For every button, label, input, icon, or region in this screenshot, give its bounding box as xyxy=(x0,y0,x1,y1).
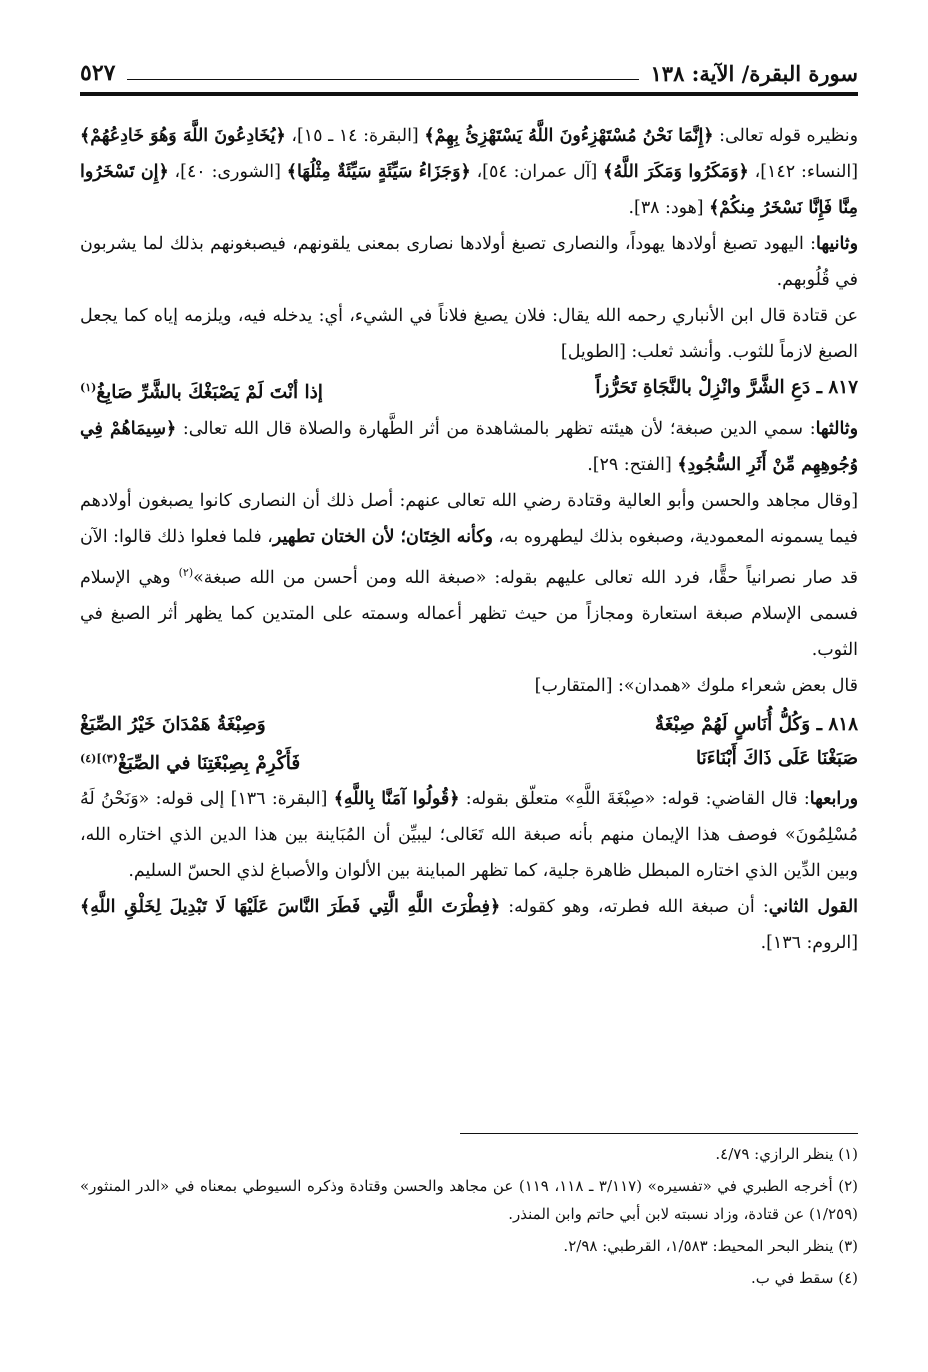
text-run: [هود: ٣٨]. xyxy=(628,198,710,218)
bold-lead: ورابعها xyxy=(809,789,858,810)
footnote-separator xyxy=(460,1133,858,1134)
verse-818-line-2 xyxy=(80,742,858,781)
text-run: عن قتادة قال ابن الأنباري رحمه الله يقال: فلان يصبغ فلاناً في الشيء، أي: يدخله فيه، ويلزمه إياه كما يجعل الصبغ لازماً للثوب. وأنشد ثعلب: [الطويل] xyxy=(80,306,858,362)
verse-818-line-1 xyxy=(80,708,858,742)
quran-quote: ﴿وَمَكَرُوا وَمَكَرَ اللَّهُ﴾ xyxy=(603,162,749,182)
verse-817-second-text: إذا أنْتَ لَمْ يَصْبَغْكَ بالشَّرِّ صَابِغُ xyxy=(96,382,323,404)
footnote: (٢) أخرجه الطبري في «تفسيره» (٣/١١٧ ـ ١١٨، ١١٩) عن مجاهد والحسن وقتادة وذكره السيوطي بمعناه في «الدر المنثور» (١/٢٥٩) عن قتادة، وزاد نسبته لابن أبي حاتم وابن المنذر. xyxy=(80,1177,859,1223)
text-run: [النساء: ١٤٢]، xyxy=(748,162,858,182)
paragraph xyxy=(80,226,858,298)
text-run: [البقرة: ١٣٦] إلى قوله: «وَنَحْنُ لَهُ مُسْلِمُونَ» فوصف هذا الإيمان منهم بأنه صبغة الله تَعَالى؛ ليبيِّن أن المُبَاينة بين هذا الدين الذي اختاره الله، وبين الدِّين الذي اختاره المبطل ظاهرة جلية، كما تظهر المباينة بين الألوان والأصباغ لذي الحسّ السليم. xyxy=(80,789,858,882)
verse-818-line1-first: ٨١٨ ـ وَكُلُّ أُنَاسٍ لَهُمْ صِبْغَةٌ xyxy=(654,713,858,735)
quran-quote: ﴿يُخَادِعُونَ اللَّهَ وَهُوَ خَادِعُهُمْ﴾ xyxy=(80,126,286,146)
paragraph xyxy=(80,411,858,483)
bold-lead: وثالثها xyxy=(815,419,858,440)
bold-lead: وكأنه الخِتَان؛ لأن الختان تطهير xyxy=(272,527,493,548)
text-run: : أن صبغة الله فطرته، وهو كقوله: xyxy=(500,897,769,918)
paragraphs-group-a xyxy=(80,118,858,370)
quran-quote: ﴿إِن تَسْخَرُوا مِنَّا فَإِنَّا نَسْخَرُ مِنكُمْ﴾ xyxy=(80,162,858,218)
quran-quote: ﴿قُولُوا آمَنَّا بِاللَّهِ﴾ xyxy=(333,789,460,810)
header-rule xyxy=(127,79,638,80)
page-header xyxy=(80,40,858,96)
quran-quote: ﴿وَجَزَاءُ سَيِّئَةٍ سَيِّئَةٌ مِثْلُهَا﴾ xyxy=(286,162,471,182)
footnote: (٣) ينظر البحر المحيط: ١/٥٨٣، القرطبي: ٢/٩٨. xyxy=(563,1237,858,1255)
page-number: ٥٢٧ xyxy=(80,60,116,86)
footnotes xyxy=(80,1140,858,1296)
footnote-ref: (٢) xyxy=(178,566,194,580)
verse-817-second-hemistich xyxy=(80,370,323,411)
footnote: (٤) سقط في ب. xyxy=(750,1269,858,1287)
verse-818-line2-first: صَبَغْنَا عَلَى ذَاكَ أَبْنَاءَنَا xyxy=(696,747,858,769)
text-run: : اليهود تصبغ أولادها يهوداً، والنصارى تصبغ أولادها نصارى بمعنى يلقونهم، فيصبغونهم بذلك لما يشربون في قُلُوبهم. xyxy=(80,234,858,290)
text-run: [الفتح: ٢٩]. xyxy=(587,455,678,476)
verse-818-line2-text: فَأَكْرِمْ بِصِبْغَتِنَا في الصِّبَغْ xyxy=(117,753,301,775)
paragraphs-group-b xyxy=(80,411,858,704)
footnote: (١) ينظر الرازي: ٤/٧٩. xyxy=(715,1145,858,1163)
text-run: ونظيره قوله تعالى: xyxy=(713,126,858,146)
paragraph xyxy=(80,781,858,889)
quran-quote: ﴿سِيمَاهُمْ فِي وُجُوهِهِم مِّنْ أَثَرِ السُّجُودِ﴾ xyxy=(80,419,858,476)
verse-818-line2-second xyxy=(80,742,300,781)
quran-quote: ﴿فِطْرَتَ اللَّهِ الَّتِي فَطَرَ النَّاسَ عَلَيْهَا لَا تَبْدِيلَ لِخَلْقِ اللَّهِ﴾ xyxy=(80,897,501,918)
verse-818-line1-second: وَصِبْغَةُ هَمْدَانَ خَيْرُ الصِّبَغْ xyxy=(80,713,266,735)
text-run: قال بعض شعراء ملوك «همدان»: [المتقارب] xyxy=(534,675,858,696)
text-run: [البقرة: ١٤ ـ ١٥]، xyxy=(285,126,425,146)
text-run: [وقال مجاهد والحسن وأبو العالية وقتادة رضي الله تعالى عنهم: أصل ذلك أن النصارى كانوا يصبغون أولادهم فيما يسمونه المعمودية، وصبغوه بذلك ليطهروه به، xyxy=(80,491,858,548)
paragraph xyxy=(80,668,858,704)
paragraph xyxy=(80,483,858,668)
running-title: سورة البقرة/ الآية: ١٣٨ xyxy=(650,61,858,86)
text-run: ، فلما فعلوا ذلك قالوا: الآن قد صار نصرانياً حقًّا، فرد الله تعالى عليهم بقوله: «صبغة الله ومن أحسن من الله صبغة» xyxy=(80,527,858,588)
text-run: : قال القاضي: قوله: «صِبْغَةَ اللَّهِ» متعلّق بقوله: xyxy=(459,789,810,810)
footnote-ref: (١) xyxy=(80,381,97,394)
footnote-ref: (٣)](٤) xyxy=(80,751,118,765)
verse-817-first-hemistich: ٨١٧ ـ دَعِ الشَّرَّ وانْزِلْ بالنَّجَاةِ تَحَرُّزاً xyxy=(595,377,858,398)
paragraph xyxy=(80,118,858,226)
paragraph xyxy=(80,889,858,961)
text-run: [الشورى: ٤٠]، xyxy=(168,162,287,182)
paragraphs-group-c xyxy=(80,781,858,961)
text-run: وهي الإسلام فسمى الإسلام صبغة استعارة ومجازاً من حيث تظهر أعماله وسمته على المتدين كما يظهر أثر الصبغ في الثوب. xyxy=(80,567,858,660)
bold-lead: القول الثاني xyxy=(768,897,858,918)
quran-quote: ﴿إِنَّمَا نَحْنُ مُسْتَهْزِءُونَ اللَّهُ يَسْتَهْزِئُ بِهِمْ﴾ xyxy=(424,126,714,146)
text-run: [الروم: ١٣٦]. xyxy=(760,933,858,954)
paragraph xyxy=(80,298,858,370)
text-run: : سمي الدين صبغة؛ لأن هيئته تظهر بالمشاهدة من أثر الطَّهارة والصلاة قال الله تعالى: xyxy=(176,419,816,440)
text-run: [آل عمران: ٥٤]، xyxy=(470,162,604,182)
bold-lead: وثانيها xyxy=(816,234,858,254)
verse-817 xyxy=(80,370,858,411)
page-body xyxy=(80,118,858,961)
